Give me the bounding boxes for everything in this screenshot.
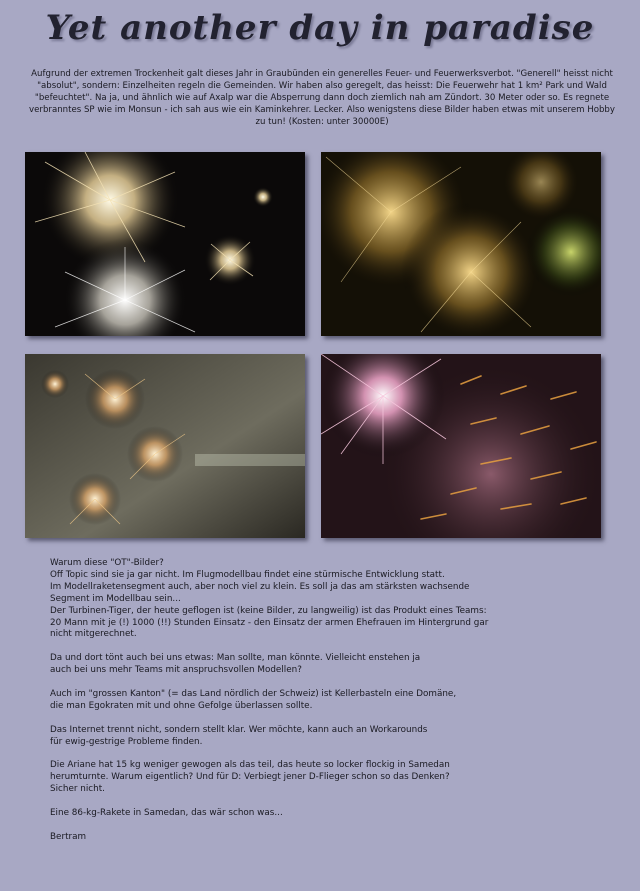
paragraph-grosser-kanton: Auch im "grossen Kanton" (= das Land nördlich der Schweiz) ist Kellerbasteln eine Domäne, die man Egokraten mit und ohne Gefolge überlassen sollte. bbox=[50, 688, 457, 711]
paragraph-teams: Da und dort tönt auch bei uns etwas: Man sollte, man könnte. Vielleicht enstehen ja auch bei uns mehr Teams mit anspruchsvollen Modellen? bbox=[50, 653, 421, 676]
fireworks-photo-4 bbox=[321, 354, 601, 538]
signature: Bertram bbox=[50, 831, 87, 842]
paragraph-rakete: Eine 86-kg-Rakete in Samedan, das wär schon was... bbox=[50, 807, 283, 818]
fireworks-photo-1 bbox=[25, 152, 305, 336]
paragraph-internet: Das Internet trennt nicht, sondern stellt klar. Wer möchte, kann auch an Workarounds für ewig-gestrige Probleme finden. bbox=[50, 724, 428, 747]
fireworks-photo-3 bbox=[25, 354, 305, 538]
page-title: Yet another day in paradise bbox=[45, 8, 595, 48]
article-body bbox=[50, 558, 590, 844]
paragraph-ot-bilder: Warum diese "OT"-Bilder? Off Topic sind sie ja gar nicht. Im Flugmodellbau findet eine stürmische Entwicklung statt. Im Modellraketensegment auch, aber noch viel zu klein. Es soll ja das am stärksten wachsende Segment im Modellbau sein... Der Turbinen-Tiger, der heute geflogen ist (keine Bilder, zu langweilig) ist das Produkt eines Teams: 20 Mann mit je (!) 1000 (!!) Stunden Einsatz - den Einsatz der armen Ehefrauen im Hintergrund gar nicht mitgerechnet. bbox=[50, 558, 489, 640]
intro-paragraph: Aufgrund der extremen Trockenheit galt dieses Jahr in Graubünden ein generelles Feuer- und Feuerwerksverbot. "Generell" heisst nicht "absolut", sondern: Einzelheiten regeln die Gemeinden. Wir haben also geregelt, das heisst: Die Feuerwehr hat 1 km² Park und Wald "befeuchtet". Na ja, und ähnlich wie auf Axalp war die Absperrung dann doch ziemlich nah am Zündort. 30 Meter oder so. Es regnete verbranntes SP wie im Monsun - ich sah aus wie ein Kaminkehrer. Lecker. Also wenigstens diese Bilder haben etwas mit unserem Hobby zu tun! (Kosten: unter 30000E) bbox=[29, 69, 615, 127]
fireworks-photo-2 bbox=[321, 152, 601, 336]
paragraph-ariane: Die Ariane hat 15 kg weniger gewogen als das teil, das heute so locker flockig in Samedan herumturnte. Warum eigentlich? Und für D: Verbiegt jener D-Flieger schon so das Denken? Sicher nicht. bbox=[50, 760, 450, 795]
